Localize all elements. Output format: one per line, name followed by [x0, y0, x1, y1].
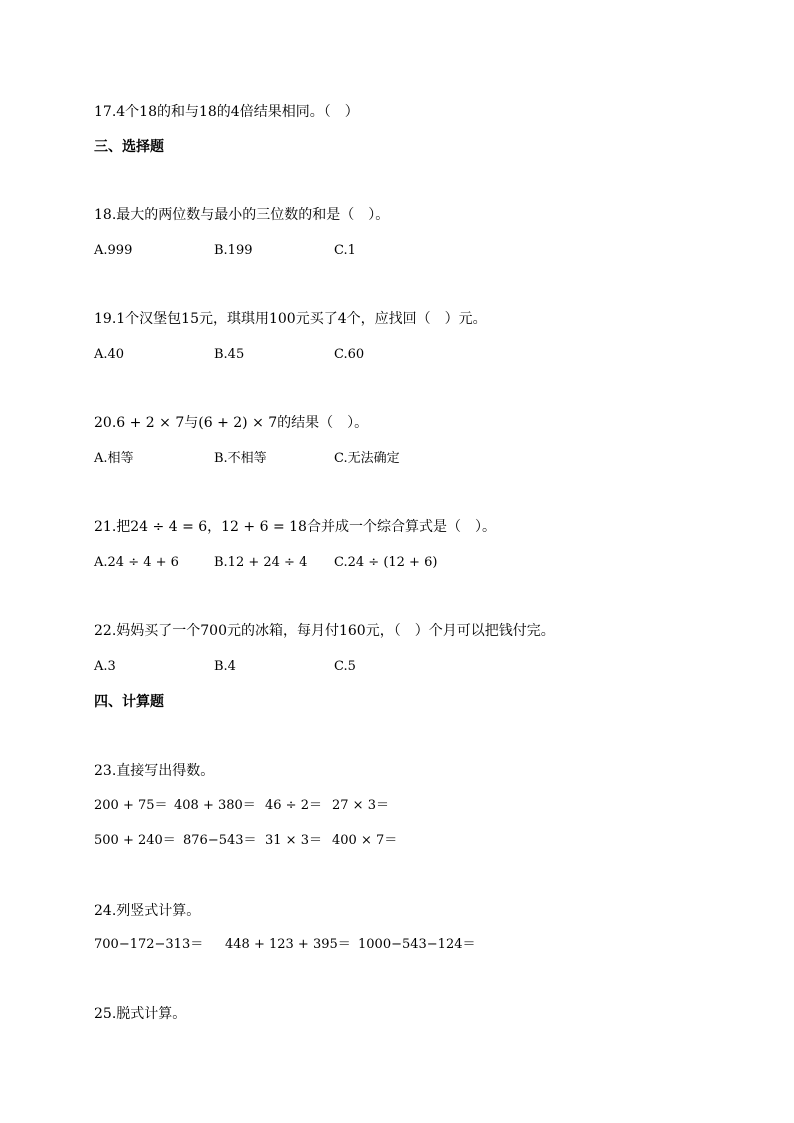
question-23: 23.直接写出得数。 — [94, 763, 215, 779]
question-20: 20.6 + 2 × 7与(6 + 2) × 7的结果（ ）。 — [94, 415, 369, 431]
q24-item: 448 + 123 + 395＝ — [225, 937, 351, 952]
q23-item: 31 × 3＝ — [265, 833, 322, 848]
q18-option-a: A.999 — [94, 243, 133, 258]
q21-option-b: B.12 + 24 ÷ 4 — [214, 555, 308, 570]
q22-option-b: B.4 — [214, 659, 236, 674]
q23-row-1 — [94, 797, 389, 815]
question-18: 18.最大的两位数与最小的三位数的和是（ ）。 — [94, 207, 390, 223]
q23-item: 408 + 380＝ — [174, 798, 256, 813]
question-17: 17.4个18的和与18的4倍结果相同。（ ） — [94, 104, 359, 120]
question-25: 25.脱式计算。 — [94, 1006, 187, 1022]
q23-item: 500 + 240＝ — [94, 833, 176, 848]
q19-option-b: B.45 — [214, 347, 245, 362]
q19-option-a: A.40 — [94, 347, 125, 362]
q19-option-c: C.60 — [334, 347, 365, 362]
q22-option-c: C.5 — [334, 659, 356, 674]
q23-item: 200 + 75＝ — [94, 798, 168, 813]
q24-row — [94, 936, 476, 954]
question-19: 19.1个汉堡包15元，琪琪用100元买了4个，应找回（ ）元。 — [94, 311, 487, 327]
q23-item: 876−543＝ — [183, 833, 257, 848]
q24-item: 700−172−313＝ — [94, 937, 204, 952]
q21-option-a: A.24 ÷ 4 + 6 — [94, 555, 179, 570]
section-title-choice: 三、选择题 — [94, 139, 164, 155]
q22-option-a: A.3 — [94, 659, 116, 674]
q20-option-c: C.无法确定 — [334, 451, 400, 466]
q18-option-b: B.199 — [214, 243, 253, 258]
q23-item: 46 ÷ 2＝ — [265, 798, 322, 813]
q18-option-c: C.1 — [334, 243, 356, 258]
q21-option-c: C.24 ÷ (12 + 6) — [334, 555, 438, 570]
q23-item: 400 × 7＝ — [332, 833, 398, 848]
q20-option-b: B.不相等 — [214, 451, 267, 466]
q20-option-a: A.相等 — [94, 451, 134, 466]
question-24: 24.列竖式计算。 — [94, 903, 201, 919]
q24-item: 1000−543−124＝ — [358, 937, 476, 952]
section-title-calculation: 四、计算题 — [94, 694, 164, 710]
question-21: 21.把24 ÷ 4 = 6，12 + 6 = 18合并成一个综合算式是（ ）。 — [94, 519, 496, 535]
q23-row-2 — [94, 832, 397, 850]
question-22: 22.妈妈买了一个700元的冰箱，每月付160元，（ ）个月可以把钱付完。 — [94, 623, 555, 639]
q23-item: 27 × 3＝ — [332, 798, 389, 813]
